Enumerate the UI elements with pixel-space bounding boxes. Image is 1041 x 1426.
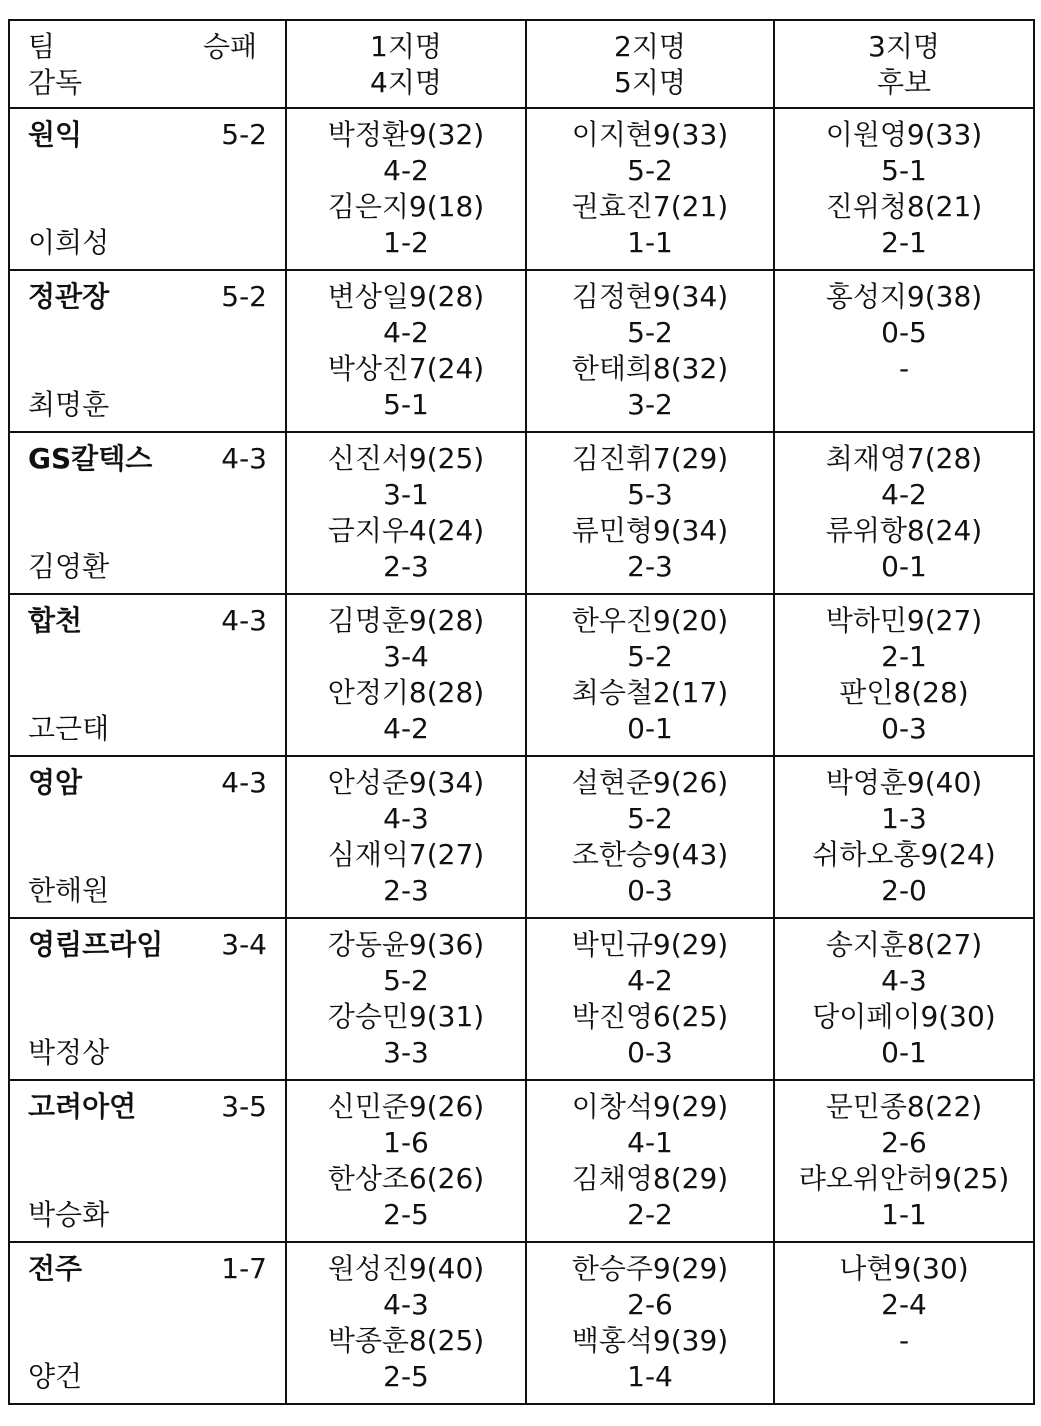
pick2-record: 4-1	[627, 1126, 673, 1159]
header-pick1-cell	[286, 20, 526, 108]
pick1-record: 4-3	[383, 1288, 429, 1321]
header-pick3-cell	[774, 20, 1034, 108]
pick2-player: 박민규9(29)	[571, 928, 729, 961]
pick2-cell	[526, 108, 774, 270]
pick2-player: 김진휘7(29)	[571, 442, 729, 475]
pick3-player: 송지훈8(27)	[825, 928, 983, 961]
team-record: 4-3	[221, 766, 267, 799]
team-record: 5-2	[221, 118, 267, 151]
pick2-player: 설현준9(26)	[571, 766, 729, 799]
team-cell	[9, 108, 286, 270]
sub-player: 당이페이9(30)	[812, 1000, 996, 1033]
pick3-cell	[774, 270, 1034, 432]
team-name: 정관장	[28, 280, 110, 313]
header-team-cell	[9, 20, 286, 108]
pick3-cell	[774, 1242, 1034, 1404]
header-pick4-label: 4지명	[370, 66, 442, 99]
team-coach: 박승화	[28, 1198, 110, 1231]
pick5-player: 김채영8(29)	[571, 1162, 729, 1195]
team-record: 4-3	[221, 604, 267, 637]
team-row	[9, 918, 1034, 1080]
pick2-record: 2-6	[627, 1288, 673, 1321]
pick1-cell	[286, 756, 526, 918]
pick3-record: 1-3	[881, 802, 927, 835]
pick2-player: 한승주9(29)	[571, 1252, 729, 1285]
pick3-record: 2-6	[881, 1126, 927, 1159]
team-name: 영림프라임	[28, 928, 164, 961]
pick2-record: 5-2	[627, 316, 673, 349]
sub-record: 2-1	[881, 226, 927, 259]
draft-table	[8, 19, 1035, 1405]
team-coach: 이희성	[28, 226, 110, 259]
sub-player: 쉬하오홍9(24)	[812, 838, 996, 871]
pick1-record: 4-3	[383, 802, 429, 835]
pick2-record: 4-2	[627, 964, 673, 997]
pick3-record: 5-1	[881, 154, 927, 187]
sub-player: 판인8(28)	[839, 676, 969, 709]
team-row	[9, 432, 1034, 594]
team-name: 원익	[28, 118, 83, 151]
pick3-cell	[774, 756, 1034, 918]
team-coach: 최명훈	[28, 388, 110, 421]
pick4-record: 3-3	[383, 1036, 429, 1069]
pick1-record: 4-2	[383, 316, 429, 349]
sub-record: 0-1	[881, 550, 927, 583]
pick1-player: 김명훈9(28)	[327, 604, 485, 637]
pick1-record: 1-6	[383, 1126, 429, 1159]
pick1-player: 안성준9(34)	[327, 766, 485, 799]
pick1-cell	[286, 108, 526, 270]
pick4-player: 강승민9(31)	[327, 1000, 485, 1033]
pick4-record: 4-2	[383, 712, 429, 745]
pick4-record: 2-3	[383, 550, 429, 583]
pick4-record: 2-3	[383, 874, 429, 907]
pick1-cell	[286, 1242, 526, 1404]
pick1-player: 신진서9(25)	[327, 442, 485, 475]
pick2-player: 김정현9(34)	[571, 280, 729, 313]
team-row	[9, 1080, 1034, 1242]
pick1-player: 변상일9(28)	[327, 280, 485, 313]
team-coach: 김영환	[28, 550, 110, 583]
pick1-player: 강동윤9(36)	[327, 928, 485, 961]
pick5-record: 2-3	[627, 550, 673, 583]
team-row	[9, 756, 1034, 918]
pick3-cell	[774, 432, 1034, 594]
pick3-player: 홍성지9(38)	[825, 280, 983, 313]
pick1-record: 5-2	[383, 964, 429, 997]
pick1-player: 박정환9(32)	[327, 118, 485, 151]
sub-player: 랴오위안허9(25)	[798, 1162, 1010, 1195]
pick3-record: 2-4	[881, 1288, 927, 1321]
header-coach-label: 감독	[28, 66, 83, 99]
pick5-record: 0-3	[627, 874, 673, 907]
pick4-player: 심재익7(27)	[327, 838, 485, 871]
pick2-player: 이창석9(29)	[571, 1090, 729, 1123]
header-pick2-label: 2지명	[614, 30, 686, 63]
pick1-cell	[286, 432, 526, 594]
team-row	[9, 108, 1034, 270]
pick3-record: 2-1	[881, 640, 927, 673]
pick2-cell	[526, 1080, 774, 1242]
pick1-record: 3-4	[383, 640, 429, 673]
sub-record	[775, 1359, 1033, 1395]
team-name: 영암	[28, 766, 83, 799]
pick3-record: 4-3	[881, 964, 927, 997]
pick5-record: 0-3	[627, 1036, 673, 1069]
pick1-cell	[286, 594, 526, 756]
table-body	[9, 20, 1034, 1404]
header-pick2-cell	[526, 20, 774, 108]
pick1-cell	[286, 918, 526, 1080]
pick5-player: 한태희8(32)	[571, 352, 729, 385]
pick1-cell	[286, 1080, 526, 1242]
team-coach: 고근태	[28, 712, 110, 745]
team-row	[9, 594, 1034, 756]
pick4-player: 박종훈8(25)	[327, 1324, 485, 1357]
team-name: 전주	[28, 1252, 83, 1285]
team-cell	[9, 1242, 286, 1404]
header-record-label: 승패	[202, 30, 257, 63]
pick2-record: 5-3	[627, 478, 673, 511]
team-cell	[9, 432, 286, 594]
pick4-player: 박상진7(24)	[327, 352, 485, 385]
pick5-player: 백홍석9(39)	[571, 1324, 729, 1357]
team-row	[9, 270, 1034, 432]
pick5-record: 1-1	[627, 226, 673, 259]
sub-record	[775, 387, 1033, 423]
header-pick1-label: 1지명	[370, 30, 442, 63]
pick1-player: 신민준9(26)	[327, 1090, 485, 1123]
pick2-cell	[526, 756, 774, 918]
pick3-player: 박영훈9(40)	[825, 766, 983, 799]
pick2-record: 5-2	[627, 640, 673, 673]
team-record: 1-7	[221, 1252, 267, 1285]
pick5-record: 0-1	[627, 712, 673, 745]
pick2-cell	[526, 594, 774, 756]
pick3-record: 0-5	[881, 316, 927, 349]
pick3-cell	[774, 918, 1034, 1080]
header-team-label: 팀	[28, 30, 56, 63]
pick1-record: 4-2	[383, 154, 429, 187]
pick5-record: 2-2	[627, 1198, 673, 1231]
team-cell	[9, 918, 286, 1080]
header-sub-label: 후보	[876, 66, 932, 99]
pick4-player: 안정기8(28)	[327, 676, 485, 709]
team-name: 합천	[28, 604, 83, 637]
sub-player: -	[898, 1324, 910, 1357]
team-cell	[9, 756, 286, 918]
team-coach: 박정상	[28, 1036, 110, 1069]
team-record: 3-4	[221, 928, 267, 961]
pick5-player: 조한승9(43)	[571, 838, 729, 871]
sub-record: 0-1	[881, 1036, 927, 1069]
header-pick3-label: 3지명	[868, 30, 940, 63]
sub-record: 0-3	[881, 712, 927, 745]
pick3-player: 박하민9(27)	[825, 604, 983, 637]
team-coach: 양건	[28, 1360, 83, 1393]
pick2-cell	[526, 270, 774, 432]
pick2-player: 한우진9(20)	[571, 604, 729, 637]
sub-player: 진위청8(21)	[825, 190, 983, 223]
pick5-player: 류민형9(34)	[571, 514, 729, 547]
pick3-cell	[774, 1080, 1034, 1242]
team-coach: 한해원	[28, 874, 110, 907]
pick3-player: 문민종8(22)	[825, 1090, 983, 1123]
pick2-cell	[526, 1242, 774, 1404]
pick2-cell	[526, 432, 774, 594]
sub-record: 2-0	[881, 874, 927, 907]
pick4-record: 5-1	[383, 388, 429, 421]
pick4-record: 2-5	[383, 1198, 429, 1231]
header-pick5-label: 5지명	[614, 66, 686, 99]
team-record: 4-3	[221, 442, 267, 475]
pick4-player: 김은지9(18)	[327, 190, 485, 223]
sub-player: 류위항8(24)	[825, 514, 983, 547]
pick5-player: 박진영6(25)	[571, 1000, 729, 1033]
pick3-player: 이원영9(33)	[825, 118, 983, 151]
pick2-player: 이지현9(33)	[571, 118, 729, 151]
pick4-record: 2-5	[383, 1360, 429, 1393]
pick1-cell	[286, 270, 526, 432]
pick4-player: 한상조6(26)	[327, 1162, 485, 1195]
pick1-player: 원성진9(40)	[327, 1252, 485, 1285]
pick5-record: 1-4	[627, 1360, 673, 1393]
sub-record: 1-1	[881, 1198, 927, 1231]
pick2-record: 5-2	[627, 154, 673, 187]
pick5-player: 권효진7(21)	[571, 190, 729, 223]
pick3-cell	[774, 108, 1034, 270]
sub-player: -	[898, 352, 910, 385]
pick3-player: 최재영7(28)	[825, 442, 983, 475]
header-row	[9, 20, 1034, 108]
team-cell	[9, 270, 286, 432]
pick3-player: 나현9(30)	[839, 1252, 969, 1285]
pick5-player: 최승철2(17)	[571, 676, 729, 709]
team-name: GS칼텍스	[28, 442, 153, 475]
pick5-record: 3-2	[627, 388, 673, 421]
pick2-record: 5-2	[627, 802, 673, 835]
team-cell	[9, 594, 286, 756]
team-cell	[9, 1080, 286, 1242]
pick4-record: 1-2	[383, 226, 429, 259]
team-name: 고려아연	[28, 1090, 137, 1123]
team-row	[9, 1242, 1034, 1404]
team-record: 5-2	[221, 280, 267, 313]
pick3-cell	[774, 594, 1034, 756]
team-record: 3-5	[221, 1090, 267, 1123]
pick3-record: 4-2	[881, 478, 927, 511]
pick4-player: 금지우4(24)	[327, 514, 485, 547]
pick1-record: 3-1	[383, 478, 429, 511]
pick2-cell	[526, 918, 774, 1080]
